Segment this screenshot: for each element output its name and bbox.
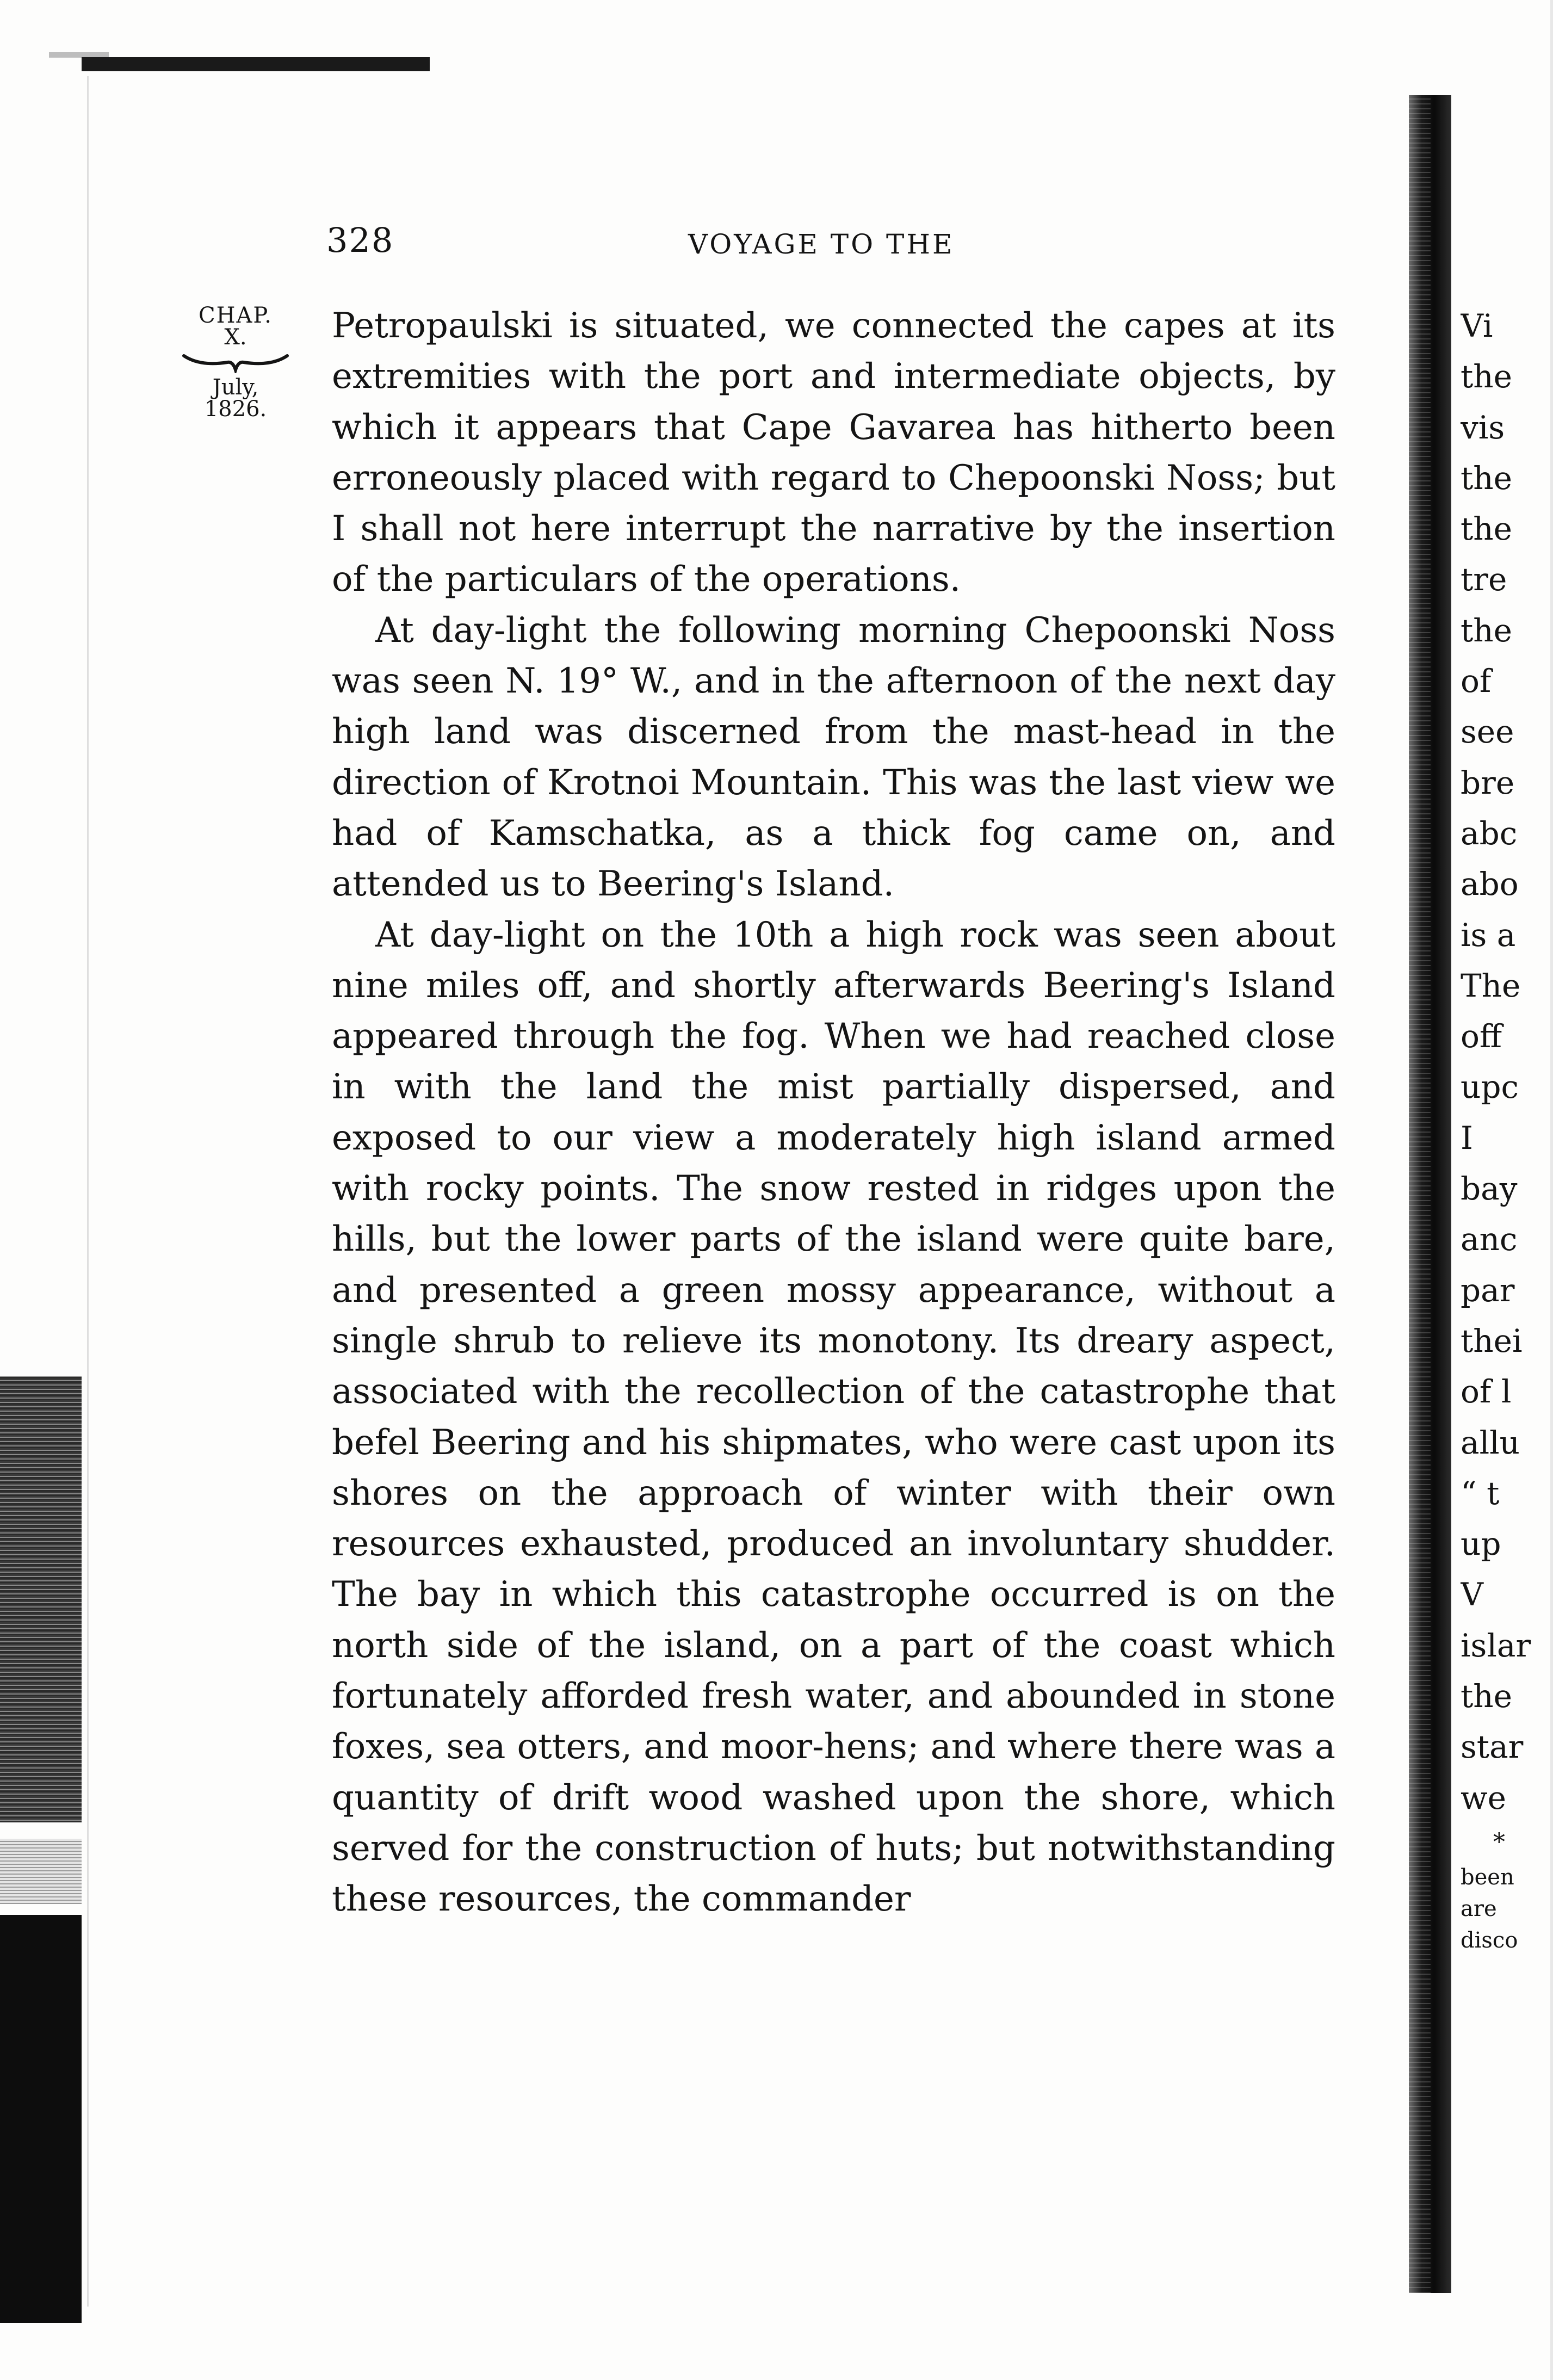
scan-right-edge bbox=[1550, 0, 1553, 2380]
facing-page-fragment: bre bbox=[1461, 764, 1515, 801]
margin-note-chapter-label: CHAP. bbox=[199, 303, 273, 328]
facing-page-footnote-fragment: disco bbox=[1461, 1927, 1518, 1953]
page-number: 328 bbox=[326, 220, 394, 260]
facing-page-fragment: the bbox=[1461, 1678, 1512, 1715]
facing-page-fragment: the bbox=[1461, 510, 1512, 548]
facing-page-fragment: upc bbox=[1461, 1068, 1519, 1106]
facing-page-fragment: up bbox=[1461, 1525, 1501, 1563]
facing-page-fragment: the bbox=[1461, 358, 1512, 395]
facing-page-fragment: off bbox=[1461, 1018, 1502, 1055]
scan-top-rule bbox=[82, 57, 430, 71]
margin-note bbox=[178, 305, 293, 420]
margin-note-month: July, bbox=[212, 375, 259, 400]
facing-page-fragment: “ t bbox=[1461, 1474, 1500, 1512]
facing-page-footnote-fragment: are bbox=[1461, 1896, 1497, 1921]
facing-page-fragment: The bbox=[1461, 967, 1521, 1004]
book-spine-texture bbox=[1409, 95, 1431, 2293]
scan-left-edge-noise bbox=[0, 1376, 82, 1822]
facing-page-fragment: thei bbox=[1461, 1322, 1523, 1359]
paragraph: Petropaulski is situated, we connected the capes at its extremities with the port and intermediate objects, by which it appears that Cape Gavarea has hitherto been erroneously placed with regard to Chepoonski Noss; but I shall not here interrupt the narrative by the insertion of the particulars of the operations. bbox=[332, 306, 1335, 600]
facing-page-fragment: of bbox=[1461, 663, 1492, 700]
facing-page-fragment: we bbox=[1461, 1779, 1506, 1816]
facing-page-fragment: tre bbox=[1461, 561, 1507, 598]
facing-page-footnote-fragment: been bbox=[1461, 1864, 1514, 1890]
facing-page-fragment: the bbox=[1461, 459, 1512, 497]
paragraph: At day-light the following morning Chepoonski Noss was seen N. 19° W., and in the afternoon of the next day high land was discerned from the mast-head in the direction of Krotnoi Mountain. This was the last view we had of Kamschatka, as a thick fog came on, and attended us to Beering's Island. bbox=[332, 610, 1335, 905]
facing-page-fragment: I bbox=[1461, 1119, 1473, 1157]
facing-page-fragment: par bbox=[1461, 1271, 1515, 1309]
brace-ornament-icon bbox=[178, 348, 293, 373]
running-head: VOYAGE TO THE bbox=[688, 228, 955, 260]
facing-page-fragment: abo bbox=[1461, 866, 1519, 903]
facing-page-fragments bbox=[1461, 301, 1550, 1956]
scan-left-edge-noise bbox=[0, 1839, 82, 1904]
scan-gutter-line bbox=[87, 76, 89, 2307]
facing-page-footnote-marker: * bbox=[1493, 1828, 1505, 1856]
facing-page-fragment: islar bbox=[1461, 1627, 1531, 1664]
margin-note-chapter-number: X. bbox=[224, 325, 247, 350]
facing-page-fragment: V bbox=[1461, 1576, 1483, 1614]
facing-page-fragment: star bbox=[1461, 1728, 1524, 1766]
facing-page-fragment: anc bbox=[1461, 1221, 1518, 1258]
paragraph: At day-light on the 10th a high rock was seen about nine miles off, and shortly afterwards Beering's Island appeared through the fog. When we had reached close in with the land the mist partially dispersed, and exposed to our view a moderately high island armed with rocky points. The snow rested in ridges upon the hills, but the lower parts of the island were quite bare, and presented a green mossy appearance, without a single shrub to relieve its monotony. Its dreary aspect, associated with the recollection of the catastrophe that befel Beering and his shipmates, who were cast upon its shores on the approach of winter with their own resources exhausted, produced an involuntary shudder. The bay in which this catastrophe occurred is on the north side of the island, on a part of the coast which fortunately afforded fresh water, and abounded in stone foxes, sea otters, and moor-hens; and where there was a quantity of drift wood washed upon the shore, which served for the construction of huts; but notwithstanding these resources, the commander bbox=[332, 914, 1335, 1920]
facing-page-fragment: vis bbox=[1461, 409, 1505, 446]
facing-page-fragment: allu bbox=[1461, 1424, 1520, 1461]
body-text bbox=[332, 301, 1335, 1925]
facing-page-fragment: is a bbox=[1461, 916, 1516, 954]
margin-note-year: 1826. bbox=[204, 397, 267, 422]
facing-page-fragment: abc bbox=[1461, 814, 1518, 852]
facing-page-fragment: bay bbox=[1461, 1170, 1518, 1208]
facing-page-fragment: Vi bbox=[1461, 307, 1493, 344]
facing-page-fragment: of l bbox=[1461, 1373, 1512, 1411]
facing-page-fragment: the bbox=[1461, 611, 1512, 649]
scan-left-edge-shadow bbox=[0, 1915, 82, 2323]
facing-page-fragment: see bbox=[1461, 713, 1514, 751]
